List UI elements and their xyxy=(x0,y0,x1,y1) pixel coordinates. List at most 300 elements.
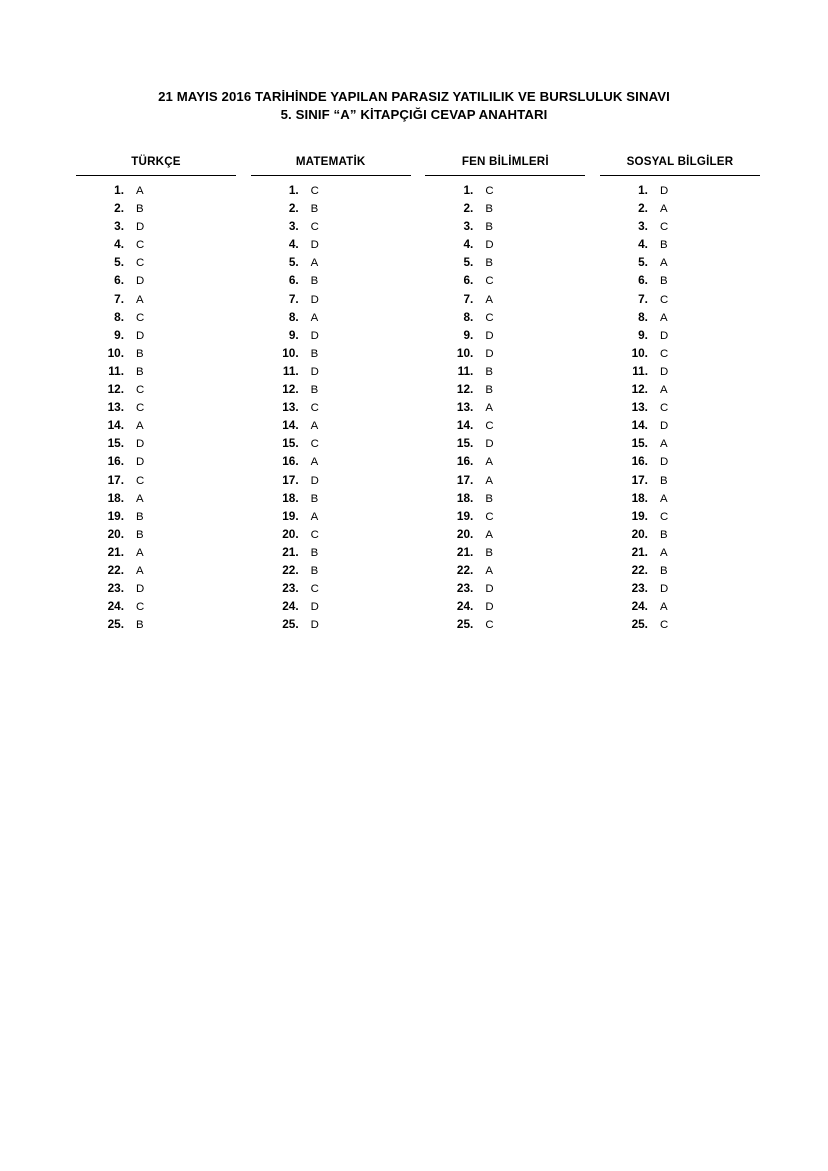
answer-row xyxy=(600,382,760,400)
answer-row xyxy=(425,328,585,346)
question-number: 5. xyxy=(638,255,648,270)
answer-row xyxy=(76,400,236,418)
question-number: 18. xyxy=(456,490,474,505)
answer-letter: A xyxy=(310,257,319,270)
answer-row xyxy=(425,273,585,291)
answer-letter: D xyxy=(485,347,494,360)
question-number: 24. xyxy=(631,599,648,614)
answer-list xyxy=(425,181,585,635)
question-number: 25. xyxy=(282,617,299,632)
answer-row xyxy=(425,599,585,617)
answer-row xyxy=(76,545,236,563)
answer-row xyxy=(425,473,585,491)
answer-letter: B xyxy=(310,546,319,559)
answer-row xyxy=(251,310,411,328)
question-number: 2. xyxy=(114,201,124,216)
question-number: 24. xyxy=(107,599,124,614)
question-number: 8. xyxy=(463,309,474,324)
answer-letter: C xyxy=(659,347,669,360)
question-number: 7. xyxy=(463,291,474,306)
answer-letter: A xyxy=(136,185,144,197)
question-number: 16. xyxy=(456,454,474,469)
answer-row xyxy=(600,310,760,328)
answer-letter: D xyxy=(485,601,494,614)
answer-letter: C xyxy=(310,528,319,541)
answer-row xyxy=(425,436,585,454)
subject-column-header: TÜRKÇE xyxy=(131,155,181,168)
answer-row xyxy=(600,183,760,201)
answer-letter: C xyxy=(136,239,145,252)
answer-row xyxy=(76,382,236,400)
answer-letter: D xyxy=(136,329,145,342)
question-number: 16. xyxy=(282,454,299,469)
question-number: 11. xyxy=(108,363,124,378)
answer-row xyxy=(251,219,411,237)
subject-column-header: SOSYAL BİLGİLER xyxy=(626,155,734,168)
question-number: 19. xyxy=(107,508,124,523)
answer-letter: C xyxy=(310,438,319,451)
question-number: 21. xyxy=(282,544,299,559)
question-number: 21. xyxy=(107,544,124,559)
column-divider xyxy=(600,175,760,176)
answer-row xyxy=(600,436,760,454)
answer-letter: B xyxy=(136,203,144,216)
answer-row xyxy=(251,509,411,527)
answer-row xyxy=(600,201,760,219)
answer-row xyxy=(76,328,236,346)
answer-letter: C xyxy=(310,221,319,234)
question-number: 20. xyxy=(282,526,299,541)
column-divider xyxy=(251,175,411,176)
answer-letter: B xyxy=(136,510,144,523)
question-number: 22. xyxy=(456,562,474,577)
answer-row xyxy=(600,527,760,545)
question-number: 2. xyxy=(638,201,648,216)
question-number: 4. xyxy=(288,237,299,252)
answer-row xyxy=(600,599,760,617)
column-divider xyxy=(425,175,585,176)
question-number: 18. xyxy=(107,490,124,505)
answer-row xyxy=(251,599,411,617)
answer-letter: D xyxy=(659,185,669,197)
question-number: 21. xyxy=(631,544,648,559)
answer-row xyxy=(425,509,585,527)
answer-letter: C xyxy=(136,402,145,415)
question-number: 17. xyxy=(107,472,124,487)
answer-row xyxy=(251,454,411,472)
answer-row xyxy=(251,183,411,201)
question-number: 15. xyxy=(282,436,299,451)
answer-letter: B xyxy=(659,275,668,288)
question-number: 25. xyxy=(456,617,474,632)
question-number: 18. xyxy=(282,490,299,505)
answer-letter: D xyxy=(659,329,669,342)
answer-row xyxy=(251,436,411,454)
answer-row xyxy=(600,454,760,472)
answer-row xyxy=(76,201,236,219)
answer-row xyxy=(76,599,236,617)
subject-column xyxy=(76,155,236,635)
question-number: 16. xyxy=(631,454,648,469)
answer-letter: B xyxy=(485,546,493,559)
answer-letter: D xyxy=(659,456,669,469)
answer-letter: B xyxy=(310,275,319,288)
question-number: 10. xyxy=(282,345,299,360)
question-number: 19. xyxy=(282,508,299,523)
answer-letter: B xyxy=(659,239,668,252)
answer-row xyxy=(76,473,236,491)
answer-letter: A xyxy=(136,546,144,559)
answer-letter: B xyxy=(310,492,319,505)
answer-letter: D xyxy=(136,275,145,288)
question-number: 10. xyxy=(456,345,474,360)
answer-row xyxy=(251,364,411,382)
answer-letter: D xyxy=(310,619,319,632)
answer-letter: C xyxy=(136,257,145,270)
answer-letter: C xyxy=(310,402,319,415)
question-number: 2. xyxy=(463,201,474,216)
question-number: 12. xyxy=(282,382,299,397)
question-number: 25. xyxy=(631,617,648,632)
question-number: 13. xyxy=(107,400,124,415)
answer-letter: C xyxy=(485,185,494,197)
subject-column-header: FEN BİLİMLERİ xyxy=(461,155,549,168)
answer-letter: B xyxy=(136,347,144,360)
answer-row xyxy=(251,527,411,545)
answer-row xyxy=(425,183,585,201)
answer-letter: A xyxy=(659,546,668,559)
question-number: 23. xyxy=(107,581,124,596)
answer-letter: B xyxy=(310,347,319,360)
question-number: 3. xyxy=(114,219,124,234)
answer-row xyxy=(425,617,585,635)
answer-letter: A xyxy=(659,384,668,397)
answer-letter: B xyxy=(485,203,493,216)
answer-row xyxy=(76,436,236,454)
answer-letter: D xyxy=(310,293,319,306)
subject-column-header: MATEMATİK xyxy=(295,155,366,168)
question-number: 11. xyxy=(457,363,474,378)
answer-letter: D xyxy=(485,329,494,342)
answer-row xyxy=(600,237,760,255)
answer-letter: D xyxy=(310,474,319,487)
question-number: 19. xyxy=(631,508,648,523)
answer-letter: C xyxy=(485,619,494,632)
question-number: 6. xyxy=(114,273,124,288)
answer-row xyxy=(76,491,236,509)
question-number: 15. xyxy=(107,436,124,451)
answer-letter: D xyxy=(659,583,669,596)
answer-letter: C xyxy=(659,619,669,632)
question-number: 6. xyxy=(463,273,474,288)
answer-row xyxy=(76,255,236,273)
answer-letter: A xyxy=(136,492,144,505)
answer-row xyxy=(76,310,236,328)
answer-row xyxy=(600,545,760,563)
question-number: 9. xyxy=(638,327,648,342)
answer-letter: A xyxy=(136,420,144,433)
answer-letter: B xyxy=(310,384,319,397)
question-number: 11. xyxy=(632,363,648,378)
question-number: 13. xyxy=(282,400,299,415)
answer-row xyxy=(251,491,411,509)
question-number: 22. xyxy=(631,562,648,577)
answer-letter: B xyxy=(659,528,668,541)
answer-row xyxy=(76,418,236,436)
answer-row xyxy=(76,581,236,599)
answer-row xyxy=(425,364,585,382)
answer-row xyxy=(425,219,585,237)
answer-row xyxy=(425,237,585,255)
question-number: 18. xyxy=(631,490,648,505)
answer-letter: B xyxy=(485,365,493,378)
answer-row xyxy=(425,201,585,219)
question-number: 6. xyxy=(288,273,299,288)
question-number: 17. xyxy=(631,472,648,487)
answer-row xyxy=(600,617,760,635)
answer-letter: A xyxy=(659,311,668,324)
answer-letter: A xyxy=(136,564,144,577)
answer-letter: D xyxy=(310,239,319,252)
answer-letter: A xyxy=(659,438,668,451)
question-number: 11. xyxy=(282,363,299,378)
answer-letter: B xyxy=(485,492,493,505)
answer-letter: D xyxy=(485,438,494,451)
question-number: 14. xyxy=(631,418,648,433)
question-number: 10. xyxy=(631,345,648,360)
answer-letter: A xyxy=(485,528,493,541)
title-line-2: 5. SINIF “A” KİTAPÇIĞI CEVAP ANAHTARI xyxy=(280,107,548,122)
question-number: 14. xyxy=(456,418,474,433)
question-number: 4. xyxy=(638,237,648,252)
answer-row xyxy=(425,400,585,418)
question-number: 1. xyxy=(638,183,648,197)
subject-column xyxy=(600,155,760,635)
answer-letter: B xyxy=(310,564,319,577)
answer-row xyxy=(76,454,236,472)
question-number: 4. xyxy=(463,237,474,252)
question-number: 3. xyxy=(288,219,299,234)
answer-letter: B xyxy=(136,619,144,632)
question-number: 15. xyxy=(631,436,648,451)
question-number: 23. xyxy=(282,581,299,596)
answer-row xyxy=(600,364,760,382)
answer-letter: D xyxy=(659,365,669,378)
answer-letter: B xyxy=(485,384,493,397)
answer-letter: A xyxy=(485,474,493,487)
question-number: 23. xyxy=(631,581,648,596)
answer-letter: C xyxy=(485,311,494,324)
answer-letter: D xyxy=(136,221,145,234)
answer-row xyxy=(76,273,236,291)
answer-row xyxy=(600,400,760,418)
question-number: 9. xyxy=(288,327,299,342)
answer-letter: B xyxy=(136,528,144,541)
answer-letter: D xyxy=(310,601,319,614)
answer-row xyxy=(251,201,411,219)
answer-row xyxy=(251,563,411,581)
answer-letter: D xyxy=(310,329,319,342)
question-number: 12. xyxy=(107,382,124,397)
answer-row xyxy=(76,617,236,635)
question-number: 17. xyxy=(456,472,474,487)
answer-row xyxy=(600,563,760,581)
answer-letter: C xyxy=(136,601,145,614)
answer-letter: C xyxy=(659,402,669,415)
question-number: 5. xyxy=(463,255,474,270)
question-number: 21. xyxy=(456,544,474,559)
answer-letter: A xyxy=(485,402,493,415)
answer-list xyxy=(76,181,236,635)
question-number: 8. xyxy=(638,309,648,324)
question-number: 1. xyxy=(114,183,124,197)
answer-letter: A xyxy=(485,564,493,577)
question-number: 20. xyxy=(631,526,648,541)
answer-letter: A xyxy=(659,203,668,216)
question-number: 13. xyxy=(456,400,474,415)
answer-row xyxy=(76,509,236,527)
answer-letter: D xyxy=(136,438,145,451)
answer-row xyxy=(425,454,585,472)
answer-list xyxy=(251,181,411,635)
answer-row xyxy=(425,563,585,581)
answer-letter: D xyxy=(136,456,145,469)
answer-letter: B xyxy=(659,474,668,487)
question-number: 7. xyxy=(288,291,299,306)
question-number: 4. xyxy=(114,237,124,252)
answer-row xyxy=(425,581,585,599)
answer-row xyxy=(600,328,760,346)
question-number: 3. xyxy=(463,219,474,234)
answer-row xyxy=(76,527,236,545)
answer-row xyxy=(251,418,411,436)
subject-column xyxy=(425,155,585,635)
document-title xyxy=(0,88,828,124)
subject-column xyxy=(251,155,411,635)
answer-letter: A xyxy=(659,492,668,505)
answer-row xyxy=(425,418,585,436)
question-number: 1. xyxy=(288,183,299,197)
answer-letter: B xyxy=(136,365,144,378)
question-number: 7. xyxy=(638,291,648,306)
answer-row xyxy=(76,346,236,364)
answer-row xyxy=(425,382,585,400)
question-number: 10. xyxy=(107,345,124,360)
answer-row xyxy=(251,292,411,310)
question-number: 16. xyxy=(107,454,124,469)
question-number: 9. xyxy=(114,327,124,342)
answer-letter: B xyxy=(485,221,493,234)
question-number: 9. xyxy=(463,327,474,342)
answer-row xyxy=(600,219,760,237)
answer-row xyxy=(76,292,236,310)
answer-row xyxy=(600,418,760,436)
question-number: 22. xyxy=(107,562,124,577)
answer-letter: C xyxy=(659,510,669,523)
answer-letter: D xyxy=(659,420,669,433)
answer-row xyxy=(76,183,236,201)
question-number: 22. xyxy=(282,562,299,577)
answer-letter: C xyxy=(485,510,494,523)
answer-row xyxy=(600,255,760,273)
question-number: 1. xyxy=(463,183,474,197)
answer-row xyxy=(251,382,411,400)
column-divider xyxy=(76,175,236,176)
answer-letter: C xyxy=(310,185,319,197)
question-number: 3. xyxy=(638,219,648,234)
answer-letter: D xyxy=(485,239,494,252)
question-number: 8. xyxy=(114,309,124,324)
question-number: 14. xyxy=(107,418,124,433)
question-number: 25. xyxy=(107,617,124,632)
answer-key-columns xyxy=(76,155,760,635)
question-number: 14. xyxy=(282,418,299,433)
answer-letter: B xyxy=(310,203,319,216)
answer-letter: A xyxy=(310,456,319,469)
answer-row xyxy=(425,292,585,310)
answer-letter: D xyxy=(485,583,494,596)
question-number: 12. xyxy=(631,382,648,397)
question-number: 6. xyxy=(638,273,648,288)
answer-letter: A xyxy=(485,456,493,469)
answer-letter: C xyxy=(310,583,319,596)
question-number: 2. xyxy=(288,201,299,216)
answer-row xyxy=(251,400,411,418)
answer-row xyxy=(425,491,585,509)
answer-row xyxy=(76,563,236,581)
answer-letter: A xyxy=(310,311,319,324)
answer-row xyxy=(251,581,411,599)
answer-row xyxy=(251,273,411,291)
answer-letter: A xyxy=(659,257,668,270)
answer-row xyxy=(251,473,411,491)
question-number: 23. xyxy=(456,581,474,596)
answer-row xyxy=(251,237,411,255)
question-number: 7. xyxy=(114,291,124,306)
question-number: 5. xyxy=(114,255,124,270)
answer-row xyxy=(600,292,760,310)
answer-letter: C xyxy=(485,275,494,288)
answer-letter: C xyxy=(136,311,145,324)
answer-row xyxy=(600,273,760,291)
answer-row xyxy=(251,328,411,346)
answer-letter: A xyxy=(310,510,319,523)
answer-row xyxy=(600,346,760,364)
answer-letter: B xyxy=(659,564,668,577)
question-number: 8. xyxy=(288,309,299,324)
answer-row xyxy=(425,255,585,273)
question-number: 17. xyxy=(282,472,299,487)
answer-letter: A xyxy=(136,293,144,306)
answer-letter: B xyxy=(485,257,493,270)
answer-row xyxy=(600,473,760,491)
answer-row xyxy=(425,310,585,328)
answer-row xyxy=(251,346,411,364)
answer-letter: A xyxy=(485,293,493,306)
answer-row xyxy=(251,545,411,563)
answer-letter: C xyxy=(659,293,669,306)
answer-row xyxy=(425,346,585,364)
answer-letter: A xyxy=(659,601,668,614)
question-number: 13. xyxy=(631,400,648,415)
title-line-1: 21 MAYIS 2016 TARİHİNDE YAPILAN PARASIZ YATILILIK VE BURSLULUK SINAVI xyxy=(158,89,670,104)
question-number: 24. xyxy=(282,599,299,614)
answer-row xyxy=(251,617,411,635)
answer-letter: C xyxy=(136,384,145,397)
answer-row xyxy=(251,255,411,273)
question-number: 20. xyxy=(456,526,474,541)
answer-row xyxy=(76,237,236,255)
